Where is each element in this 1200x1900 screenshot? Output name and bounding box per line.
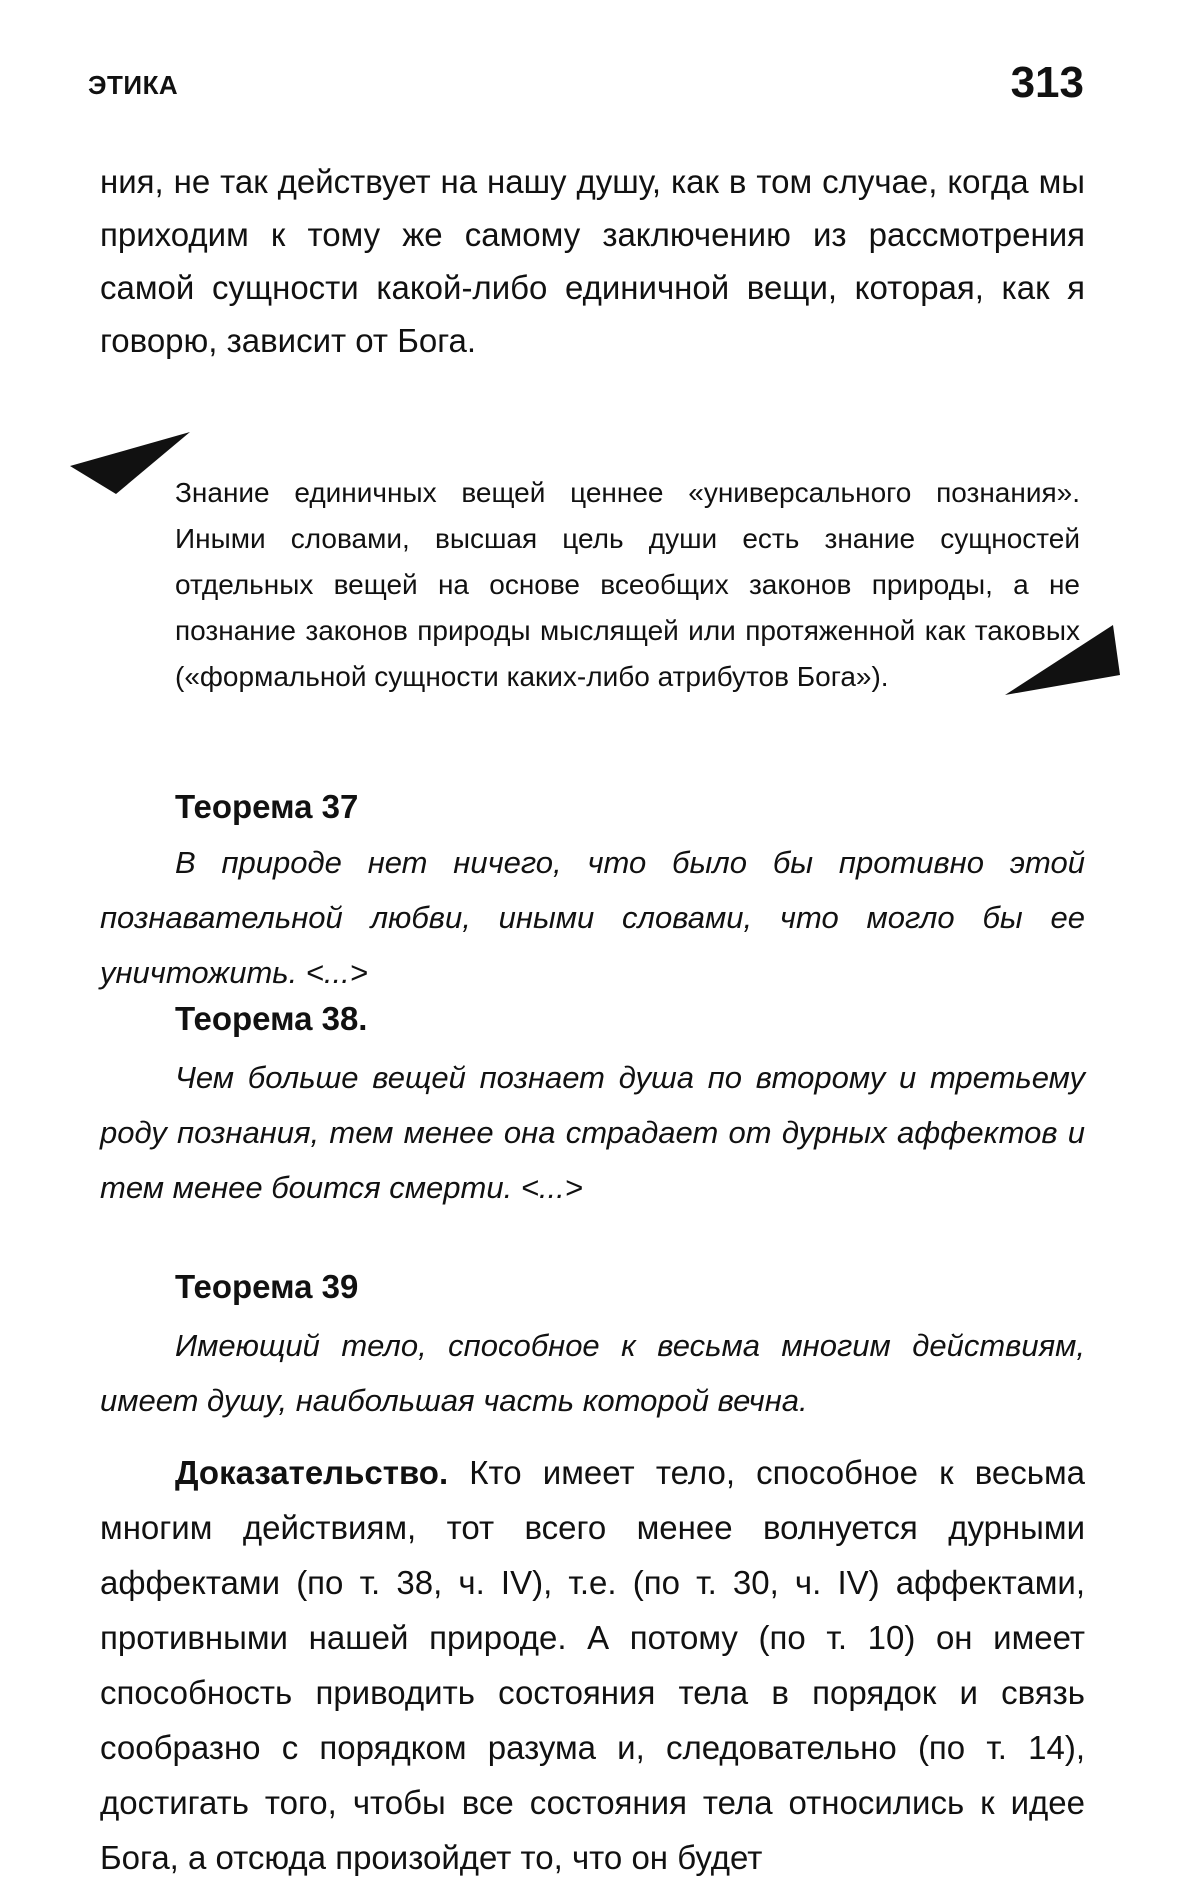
theorem-37-title: Теорема 37 <box>175 788 359 825</box>
proof-text: Кто имеет тело, способное к весьма многим действиям, тот всего менее волнуется дурными аффектами (по т. 38, ч. IV), т.е. (по т. 30, ч. IV) аффектами, противными нашей природе. А потому (по т. 10) он имеет способность приводить состояния тела в порядок и связь сообразно с порядком разума и, следовательно (по т. 14), достигать того, чтобы все состояния тела относились к идее Бога, а отсюда произойдет то, что он будет <box>100 1454 1085 1876</box>
intro-paragraph: ния, не так действует на нашу душу, как в том случае, когда мы приходим к тому же самому заключению из рассмотрения самой сущности какой-либо единичной вещи, которая, как я говорю, зависит от Бога. <box>100 163 1085 359</box>
theorem-38-title: Теорема 38. <box>175 1000 368 1037</box>
proof-paragraph <box>100 1445 1085 1885</box>
page-number: 313 <box>1010 58 1084 107</box>
theorem-39-title: Теорема 39 <box>175 1268 359 1305</box>
running-head: ЭТИКА <box>88 70 179 100</box>
proof-label: Доказательство. <box>175 1454 449 1491</box>
theorem-38-text: Чем больше вещей познает душа по второму и третьему роду познания, тем менее она страдает от дурных аффектов и тем менее боится смерти. <...> <box>100 1060 1085 1205</box>
theorem-39-text: Имеющий тело, способное к весьма многим действиям, имеет душу, наибольшая часть которой вечна. <box>100 1328 1085 1418</box>
theorem-37-text: В природе нет ничего, что было бы противно этой познавательной любви, иными словами, что могло бы ее уничтожить. <...> <box>100 845 1085 990</box>
commentary-text: Знание единичных вещей ценнее «универсального познания». Иными словами, высшая цель души есть знание сущностей отдельных вещей на основе всеобщих законов природы, а не познание законов природы мыслящей или протяженной как таковых («формальной сущности каких-либо атрибутов Бога»). <box>175 477 1080 692</box>
commentary-end-marker-icon <box>1005 625 1125 700</box>
